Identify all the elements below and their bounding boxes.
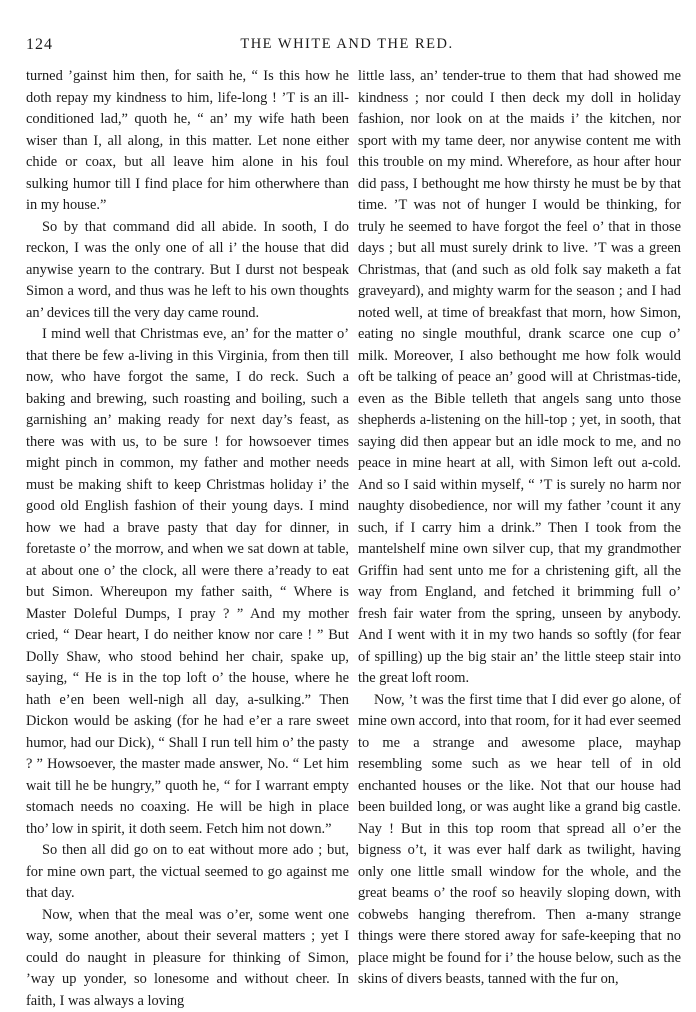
left-column	[26, 66, 349, 1012]
paragraph: little lass, an’ tender-true to them that had showed me kindness ; nor could I then deck my doll in holiday fashion, nor look on at the maids i’ the kitchen, nor sport with my tame deer, nor anywise content me with this trouble on my mind. Wherefore, as hour after hour did pass, I bethought me how thirsty he must be by that time. ’T was not of hunger I would be thinking, for truly he seemed to have forgot the feel o’ that in those days ; but all must surely drink to live. ’T was a green Christmas, that (and such as old folk say maketh a fat graveyard), and mighty warm for the season ; and I had noted well, at time of breakfast that morn, how Simon, eating no single mouthful, drank scarce one cup o’ milk. Moreover, I also bethought me how folk would oft be talking of peace an’ good will at Christmas-tide, even as the Bible telleth that angels sang unto those shepherds a-listening on the hill-top ; yet, in sooth, that saying did then appear but an idle mock to me, and no peace in mine heart at all, with Simon left out a-cold. And so I said within myself, “ ’T is surely no harm nor naughty disobedience, nor will my father ’count it any such, if I carry him a drink.” Then I took from the mantelshelf mine own silver cup, that my grandmother Griffin had sent unto me for a christening gift, all the way from England, and fetched it brimming full o’ fresh fair water from the spring, unseen by anybody. And I went with it in my two hands so softly (for fear of spilling) up the big stair an’ the little steep stair into the great loft room.	[358, 66, 681, 690]
right-column	[358, 66, 681, 991]
page-number: 124	[26, 36, 53, 54]
paragraph: I mind well that Christmas eve, an’ for the matter o’ that there be few a-living in this Virginia, from then till now, who have forgot the same, I do reck. Such a baking and brewing, such roasting and boiling, such a garnishing an’ making ready for next day’s feast, as there was with us, to be sure ! for howsoever times might pinch in common, my father and mother needs must be making shift to keep Christmas holiday i’ the good old English fashion of their young days. I mind how we had a brave pasty that day for dinner, in foretaste o’ the morrow, and when we sat down at table, at about one o’ the clock, all were there a’ready to eat but Simon. Whereupon my father saith, “ Where is Master Doleful Dumps, I pray ? ” And my mother cried, “ Dear heart, I do neither know nor care ! ” But Dolly Shaw, who stood behind her chair, spake up, saying, “ He is in the top loft o’ the house, where he hath e’en been well-nigh all day, a-sulking.” Then Dickon would be asking (for he had e’er a rare sweet humor, had our Dick), “ Shall I run tell him o’ the pasty ? ” Howsoever, the master made answer, No. “ Let him wait till he be hungry,” quoth he, “ for I warrant empty stomach needs no coaxing. He will be high in place tho’ low in spirit, it doth seem. Fetch him not down.”	[26, 324, 349, 840]
running-title: THE WHITE AND THE RED.	[26, 36, 668, 53]
paragraph: So then all did go on to eat without more ado ; but, for mine own part, the victual seemed to go against me that day.	[26, 840, 349, 905]
paragraph: Now, ’t was the first time that I did ever go alone, of mine own accord, into that room, for it had ever seemed to me a strange and awesome place, mayhap resembling some such as we hear tell of in old enchanted houses or the like. Not that our house had been builded long, or was aught like a grand big castle. Nay ! But in this top room that spread all o’er the bigness o’t, it was ever half dark as twilight, having only one little small window for the whole, and the great beams o’ the roof so heavily sloping down, with cobwebs hanging therefrom. Then a-many strange things were there stored away for safe-keeping that no place might be found for i’ the house below, such as the skins of divers beasts, tanned with the fur on,	[358, 690, 681, 991]
page-header	[26, 36, 668, 58]
paragraph: turned ’gainst him then, for saith he, “ Is this how he doth repay my kindness to him, life-long ! ’T is an ill-conditioned lad,” quoth he, “ an’ my wife hath been wiser than I, all along, in this matter. Let none either chide or coax, but all leave him alone in his foul sulking humor till I find place for him otherwhere than in my house.”	[26, 66, 349, 217]
paragraph: Now, when that the meal was o’er, some went one way, some another, about their several matters ; yet I could do naught in pleasure for thinking of Simon, ’way up yonder, so lonesome and without cheer. In faith, I was always a loving	[26, 905, 349, 1012]
paragraph: So by that command did all abide. In sooth, I do reckon, I was the only one of all i’ the house that did anywise yearn to the contrary. But I durst not bespeak Simon a word, and thus was he left to his own thoughts an’ devices till the very day came round.	[26, 217, 349, 325]
